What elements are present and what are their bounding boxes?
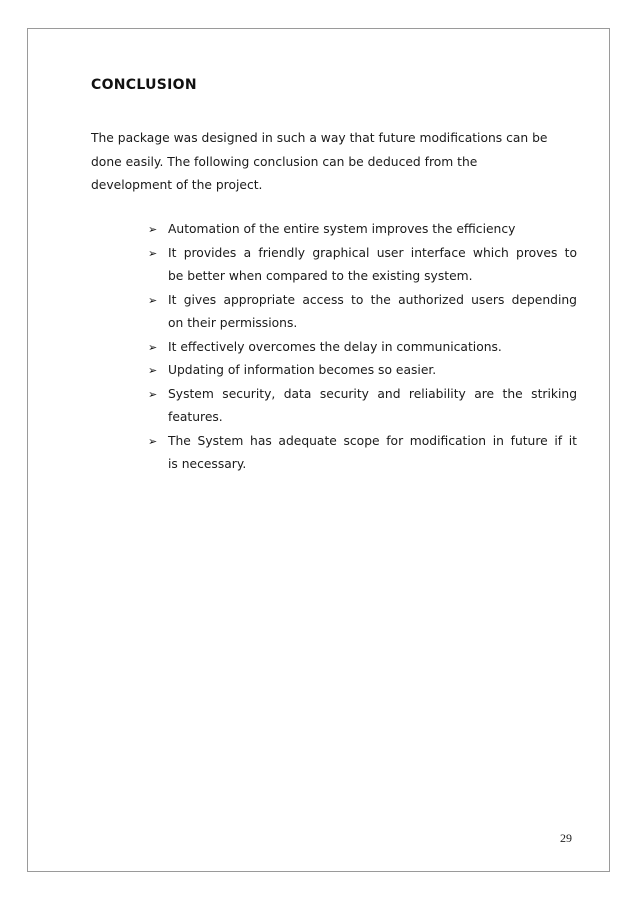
arrow-bullet-icon: ➢ [148, 434, 158, 448]
list-item-text: It effectively overcomes the delay in communications. [168, 339, 502, 354]
arrow-bullet-icon: ➢ [148, 364, 158, 377]
list-item-text: It gives appropriate access to the authorized users depending [168, 292, 577, 307]
list-item-text: It provides a friendly graphical user interface which proves to [168, 245, 577, 260]
list-item-text: Updating of information becomes so easier. [168, 363, 437, 377]
arrow-bullet-icon: ➢ [148, 223, 158, 236]
list-item-text: is necessary. [168, 457, 247, 471]
arrow-bullet-icon: ➢ [148, 387, 158, 401]
arrow-bullet-icon: ➢ [148, 340, 158, 354]
list-item [148, 430, 577, 477]
section-heading: CONCLUSION [91, 77, 197, 93]
list-item-text: Automation of the entire system improves the efficiency [168, 222, 516, 236]
list-item-text: The System has adequate scope for modification in future if it [168, 433, 577, 448]
list-item-text: be better when compared to the existing system. [168, 269, 473, 283]
intro-line: The package was designed in such a way that future modifications can be [91, 131, 548, 145]
arrow-bullet-icon: ➢ [148, 246, 158, 260]
list-item [148, 289, 577, 336]
list-item [148, 242, 577, 289]
intro-line: done easily. The following conclusion can be deduced from the [91, 154, 478, 169]
intro-paragraph [91, 127, 583, 198]
page-number: 29 [560, 831, 572, 845]
list-item [148, 336, 577, 360]
conclusion-bullet-list [148, 218, 577, 477]
list-item [148, 359, 577, 383]
list-item [148, 383, 577, 430]
list-item [148, 218, 577, 242]
list-item-text: features. [168, 410, 223, 424]
arrow-bullet-icon: ➢ [148, 293, 158, 307]
list-item-text: on their permissions. [168, 316, 298, 330]
intro-line: development of the project. [91, 178, 263, 192]
list-item-text: System security, data security and reliability are the striking [168, 386, 577, 401]
